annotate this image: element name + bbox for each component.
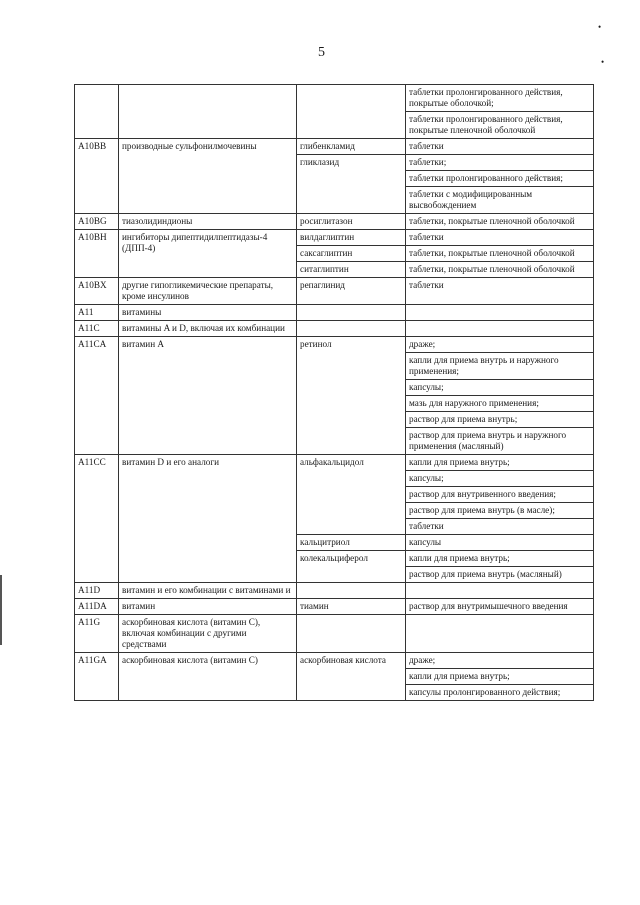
table-row bbox=[75, 321, 594, 337]
dosage-form-cell: таблетки bbox=[406, 519, 594, 535]
inn-cell: колекальциферол bbox=[297, 551, 406, 583]
dosage-form-cell: капли для приема внутрь; bbox=[406, 669, 594, 685]
inn-cell: ретинол bbox=[297, 337, 406, 455]
dosage-form-cell: таблетки пролонгированного действия; bbox=[406, 171, 594, 187]
atc-code-cell: A11GA bbox=[75, 653, 119, 701]
dosage-form-cell: таблетки, покрытые пленочной оболочкой bbox=[406, 262, 594, 278]
table-row bbox=[75, 653, 594, 669]
drug-registry-table bbox=[74, 84, 594, 701]
group-cell: аскорбиновая кислота (витамин C), включая комбинации с другими средствами bbox=[119, 615, 297, 653]
inn-cell bbox=[297, 583, 406, 599]
dosage-form-cell bbox=[406, 583, 594, 599]
dosage-form-cell: таблетки пролонгированного действия, покрытые пленочной оболочкой bbox=[406, 112, 594, 139]
inn-cell: глибенкламид bbox=[297, 139, 406, 155]
atc-code-cell: A10BH bbox=[75, 230, 119, 278]
inn-cell: гликлазид bbox=[297, 155, 406, 214]
dosage-form-cell: таблетки пролонгированного действия, покрытые оболочкой; bbox=[406, 85, 594, 112]
group-cell: тиазолидиндионы bbox=[119, 214, 297, 230]
table-row bbox=[75, 599, 594, 615]
dosage-form-cell: раствор для внутримышечного введения bbox=[406, 599, 594, 615]
atc-code-cell: A10BB bbox=[75, 139, 119, 214]
group-cell: витамин A bbox=[119, 337, 297, 455]
corner-mark: • bbox=[601, 57, 605, 67]
dosage-form-cell bbox=[406, 615, 594, 653]
inn-cell bbox=[297, 321, 406, 337]
inn-cell: вилдаглиптин bbox=[297, 230, 406, 246]
dosage-form-cell: раствор для приема внутрь (в масле); bbox=[406, 503, 594, 519]
dosage-form-cell: капли для приема внутрь; bbox=[406, 455, 594, 471]
dosage-form-cell: таблетки, покрытые пленочной оболочкой bbox=[406, 214, 594, 230]
dosage-form-cell: капсулы bbox=[406, 535, 594, 551]
group-cell: ингибиторы дипептидилпептидазы-4 (ДПП-4) bbox=[119, 230, 297, 278]
group-cell bbox=[119, 85, 297, 139]
inn-cell: кальцитриол bbox=[297, 535, 406, 551]
dosage-form-cell: раствор для приема внутрь и наружного применения (масляный) bbox=[406, 428, 594, 455]
table-row bbox=[75, 278, 594, 305]
group-cell: аскорбиновая кислота (витамин C) bbox=[119, 653, 297, 701]
dosage-form-cell: драже; bbox=[406, 653, 594, 669]
group-cell: другие гипогликемические препараты, кроме инсулинов bbox=[119, 278, 297, 305]
group-cell: витамин bbox=[119, 599, 297, 615]
table-row bbox=[75, 455, 594, 471]
dosage-form-cell: таблетки с модифицированным высвобождением bbox=[406, 187, 594, 214]
table-row bbox=[75, 337, 594, 353]
dosage-form-cell: таблетки bbox=[406, 278, 594, 305]
atc-code-cell: A11C bbox=[75, 321, 119, 337]
inn-cell: тиамин bbox=[297, 599, 406, 615]
inn-cell: репаглинид bbox=[297, 278, 406, 305]
dosage-form-cell: драже; bbox=[406, 337, 594, 353]
table-row bbox=[75, 305, 594, 321]
dosage-form-cell: мазь для наружного применения; bbox=[406, 396, 594, 412]
atc-code-cell: A11CC bbox=[75, 455, 119, 583]
dosage-form-cell: капсулы пролонгированного действия; bbox=[406, 685, 594, 701]
table-row bbox=[75, 214, 594, 230]
atc-code-cell: A10BG bbox=[75, 214, 119, 230]
dosage-form-cell: таблетки; bbox=[406, 155, 594, 171]
dosage-form-cell: таблетки, покрытые пленочной оболочкой bbox=[406, 246, 594, 262]
dosage-form-cell: капли для приема внутрь и наружного применения; bbox=[406, 353, 594, 380]
group-cell: витамины A и D, включая их комбинации bbox=[119, 321, 297, 337]
dosage-form-cell: раствор для внутривенного введения; bbox=[406, 487, 594, 503]
atc-code-cell bbox=[75, 85, 119, 139]
table-row bbox=[75, 583, 594, 599]
group-cell: витамин D и его аналоги bbox=[119, 455, 297, 583]
dosage-form-cell bbox=[406, 321, 594, 337]
inn-cell: росиглитазон bbox=[297, 214, 406, 230]
dosage-form-cell: капсулы; bbox=[406, 471, 594, 487]
dosage-form-cell: раствор для приема внутрь (масляный) bbox=[406, 567, 594, 583]
dosage-form-cell: капсулы; bbox=[406, 380, 594, 396]
inn-cell bbox=[297, 85, 406, 139]
atc-code-cell: A11DA bbox=[75, 599, 119, 615]
group-cell: витамин и его комбинации с витаминами и bbox=[119, 583, 297, 599]
inn-cell bbox=[297, 615, 406, 653]
binding-edge-mark bbox=[0, 575, 2, 645]
atc-code-cell: A10BX bbox=[75, 278, 119, 305]
inn-cell: аскорбиновая кислота bbox=[297, 653, 406, 701]
atc-code-cell: A11G bbox=[75, 615, 119, 653]
page-number: 5 bbox=[318, 45, 325, 60]
dosage-form-cell: таблетки bbox=[406, 230, 594, 246]
table-row bbox=[75, 139, 594, 155]
dosage-form-cell: таблетки bbox=[406, 139, 594, 155]
inn-cell: ситаглиптин bbox=[297, 262, 406, 278]
inn-cell: альфакальцидол bbox=[297, 455, 406, 535]
dosage-form-cell: капли для приема внутрь; bbox=[406, 551, 594, 567]
corner-mark: • bbox=[598, 22, 602, 32]
table-row bbox=[75, 85, 594, 112]
atc-code-cell: A11D bbox=[75, 583, 119, 599]
atc-code-cell: A11CA bbox=[75, 337, 119, 455]
inn-cell: саксаглиптин bbox=[297, 246, 406, 262]
atc-code-cell: A11 bbox=[75, 305, 119, 321]
dosage-form-cell: раствор для приема внутрь; bbox=[406, 412, 594, 428]
registry-body bbox=[75, 85, 594, 701]
table-row bbox=[75, 615, 594, 653]
inn-cell bbox=[297, 305, 406, 321]
dosage-form-cell bbox=[406, 305, 594, 321]
table-row bbox=[75, 230, 594, 246]
group-cell: витамины bbox=[119, 305, 297, 321]
group-cell: производные сульфонилмочевины bbox=[119, 139, 297, 214]
